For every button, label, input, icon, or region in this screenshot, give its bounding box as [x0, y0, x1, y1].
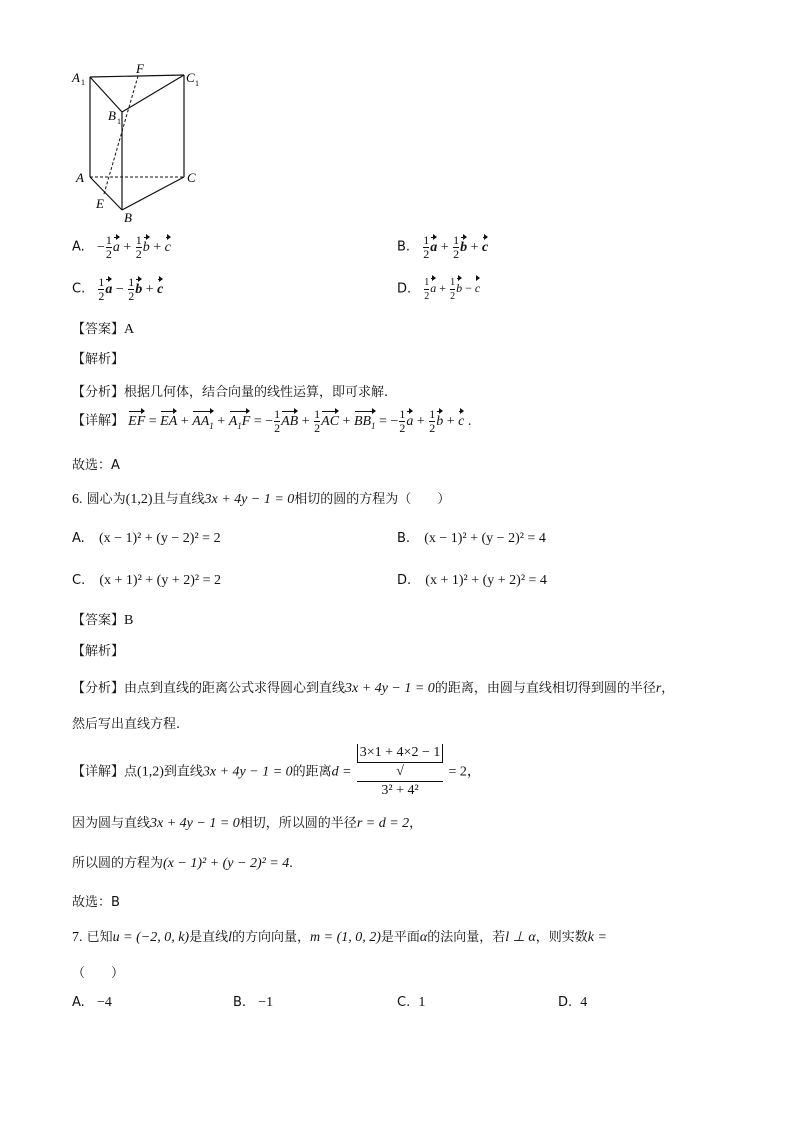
q7-paren: （ ）: [72, 966, 125, 981]
label-c1-sub: 1: [195, 79, 199, 88]
q5-option-b-expr: $\frac{1}{2}$ a + $\frac{1}{2}$ b + c: [423, 233, 489, 261]
q5-option-d-expr: $\frac{1}{2}$ a + $\frac{1}{2}$ b − c: [424, 277, 481, 302]
label-f: F: [136, 61, 144, 76]
q5-option-d[interactable]: D. $\frac{1}{2}$ a + $\frac{1}{2}$ b − c: [397, 277, 481, 302]
q6-distance-fraction: 3×1 + 4×2 − 1 √ 3² + 4²: [357, 744, 444, 800]
q6-line2: 因为圆与直线3x + 4y − 1 = 0相切，所以圆的半径r = d = 2，: [72, 816, 423, 831]
q7-option-d[interactable]: D. 4: [558, 995, 588, 1010]
q7-stem: 7. 已知u = (−2, 0, k)是直线l的方向向量，m = (1, 0, 2)是平面α的法向量，若l ⊥ α，则实数k =: [72, 930, 607, 945]
q6-xiangjie: 【详解】点(1,2)到直线3x + 4y − 1 = 0的距离d = 3×1 + 4×2 − 1 √ 3² + 4² = 2，: [72, 745, 481, 798]
label-a1-sub: 1: [81, 78, 85, 87]
q6-answer: 【答案】B: [72, 613, 134, 628]
q7-option-b[interactable]: B. −1: [233, 995, 274, 1010]
q5-fenxi: 【分析】根据几何体，结合向量的线性运算，即可求解.: [72, 385, 389, 400]
segment-e-f-hidden: [104, 76, 138, 194]
label-b1-sub: 1: [117, 117, 121, 126]
q5-answer: 【答案】A: [72, 322, 135, 337]
label-e: E: [96, 196, 104, 211]
q7-option-a[interactable]: A. −4: [72, 995, 112, 1010]
label-b1: B: [108, 108, 116, 123]
q6-option-c[interactable]: C. (x + 1)² + (y + 2)² = 2: [72, 573, 221, 588]
q5-xiangjie: 【详解】 EF = EA + $AA_1 + A_1F$ = − $\frac{1}{2}$ AB + $\frac{1}{2}$ AC + $BB_1$ = − $\frac{1}{2}$ a + $\frac{1}{2}$ b + c .: [72, 407, 472, 435]
q6-conclusion: 故选：B: [72, 895, 120, 910]
q5-option-a-expr: − $\frac{1}{2}$ a + $\frac{1}{2}$ b + c: [96, 233, 171, 261]
q5-option-b[interactable]: B. $\frac{1}{2}$ a + $\frac{1}{2}$ b + c: [397, 233, 489, 261]
prism-figure: [70, 60, 210, 230]
q6-option-b[interactable]: B. (x − 1)² + (y − 2)² = 4: [397, 531, 546, 546]
q7-option-c[interactable]: C. 1: [397, 995, 426, 1010]
q6-fenxi-line2: 然后写出直线方程.: [72, 717, 181, 732]
q6-option-d[interactable]: D. (x + 1)² + (y + 2)² = 4: [397, 573, 547, 588]
q5-option-c-expr: $\frac{1}{2}$ a − $\frac{1}{2}$ b + c: [98, 275, 164, 303]
label-b: B: [124, 210, 132, 225]
label-c1: C: [186, 70, 195, 85]
q5-option-a[interactable]: A. − $\frac{1}{2}$ a + $\frac{1}{2}$ b + c: [72, 233, 171, 261]
label-c: C: [187, 170, 196, 185]
edge-b-c: [122, 177, 184, 210]
q6-stem: 6. 圆心为(1,2)且与直线3x + 4y − 1 = 0相切的圆的方程为（ ）: [72, 492, 451, 507]
q5-analysis-label: 【解析】: [72, 352, 125, 367]
q6-option-a[interactable]: A. (x − 1)² + (y − 2)² = 2: [72, 531, 221, 546]
q6-analysis-label: 【解析】: [72, 644, 125, 659]
q5-conclusion: 故选：A: [72, 458, 120, 473]
label-a: A: [76, 170, 84, 185]
q5-xiangjie-expr: EF = EA + $AA_1 + A_1F$ = − $\frac{1}{2}$ AB + $\frac{1}{2}$ AC + $BB_1$ = − $\frac{1}{2}$ a + $\frac{1}{2}$ b + c .: [128, 407, 472, 435]
edge-a1-b1: [90, 77, 122, 112]
label-a1: A: [72, 70, 80, 85]
edge-b1-c1: [122, 75, 184, 112]
q5-option-c[interactable]: C. $\frac{1}{2}$ a − $\frac{1}{2}$ b + c: [72, 275, 164, 303]
edge-a-b: [90, 177, 122, 210]
q6-line3: 所以圆的方程为(x − 1)² + (y − 2)² = 4.: [72, 856, 293, 871]
q6-fenxi: 【分析】由点到直线的距离公式求得圆心到直线3x + 4y − 1 = 0的距离，由圆与直线相切得到圆的半径r，: [72, 681, 675, 696]
